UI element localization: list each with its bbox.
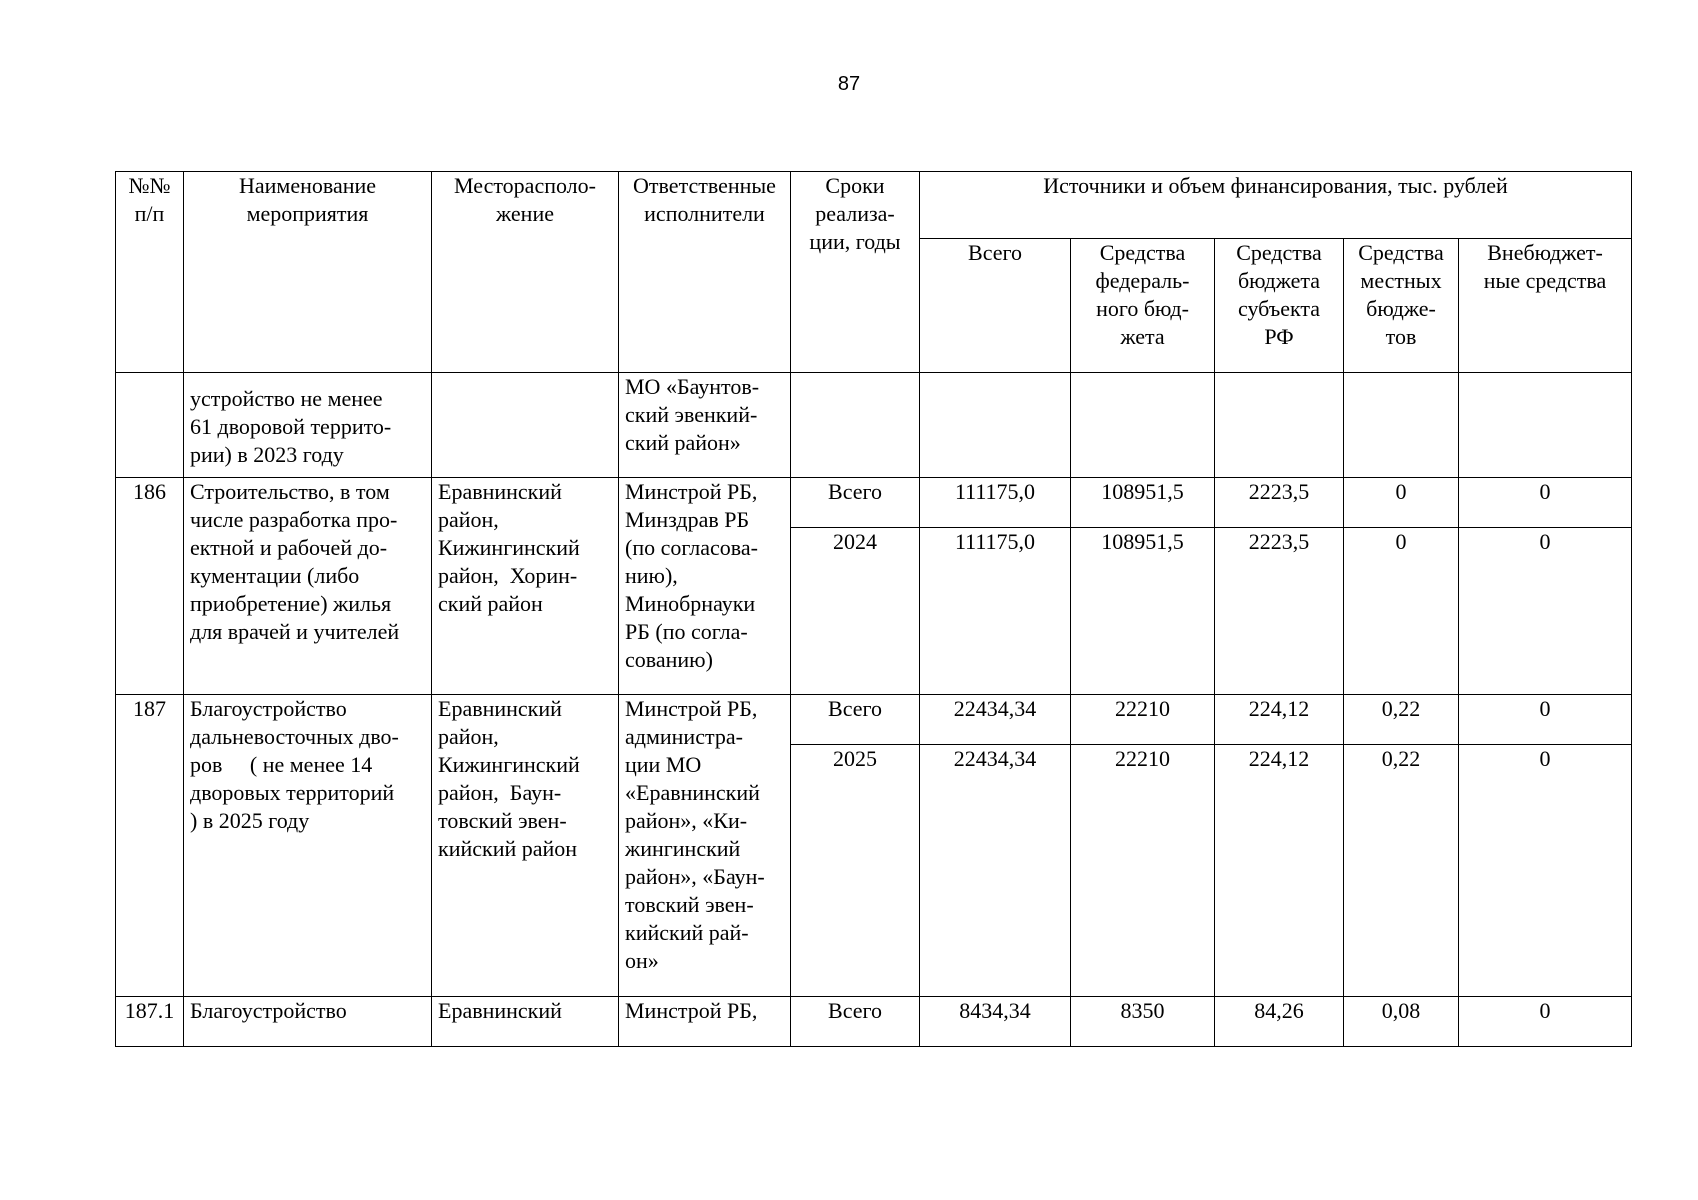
header-terms: Сроки реализа- ции, годы <box>791 172 920 373</box>
row-extra <box>1459 373 1632 478</box>
row-local: 0,08 <box>1344 997 1459 1047</box>
row-total: 22434,34 <box>920 745 1071 997</box>
row-location <box>432 373 619 478</box>
row-name: Благоустройство дальневосточных дво- ров ( не менее 14 дворовых территорий ) в 2025 году <box>184 695 432 997</box>
header-federal: Средства федераль- ного бюд- жета <box>1071 239 1215 373</box>
row-federal <box>1071 373 1215 478</box>
row-total: 111175,0 <box>920 478 1071 528</box>
row-responsible: Минстрой РБ, Минздрав РБ (по согласова- нию), Минобрнауки РБ (по согла- сованию) <box>619 478 791 695</box>
row-name: Строительство, в том числе разработка про- ектной и рабочей до- кументации (либо приобретение) жилья для врачей и учителей <box>184 478 432 695</box>
row-total: 8434,34 <box>920 997 1071 1047</box>
table-header <box>116 172 1632 373</box>
row-num: 187 <box>116 695 184 997</box>
row-responsible: МО «Баунтов- ский эвенкий- ский район» <box>619 373 791 478</box>
row-regional <box>1215 373 1344 478</box>
header-total: Всего <box>920 239 1071 373</box>
row-regional: 2223,5 <box>1215 528 1344 695</box>
row-num: 186 <box>116 478 184 695</box>
table-row <box>116 695 1632 745</box>
row-total: 22434,34 <box>920 695 1071 745</box>
row-extra: 0 <box>1459 478 1632 528</box>
row-federal: 22210 <box>1071 695 1215 745</box>
row-location: Еравнинский район, Кижингинский район, Баун- товский эвен- кийский район <box>432 695 619 997</box>
row-extra: 0 <box>1459 745 1632 997</box>
row-name: устройство не менее 61 дворовой террито- рии) в 2023 году <box>184 373 432 478</box>
table-body <box>116 373 1632 1047</box>
header-regional: Средства бюджета субъекта РФ <box>1215 239 1344 373</box>
row-federal: 108951,5 <box>1071 528 1215 695</box>
row-total: 111175,0 <box>920 528 1071 695</box>
row-local: 0,22 <box>1344 745 1459 997</box>
header-funding-group: Источники и объем финансирования, тыс. рублей <box>920 172 1632 239</box>
header-location: Месторасполо- жение <box>432 172 619 373</box>
header-responsible: Ответственные исполнители <box>619 172 791 373</box>
row-num: 187.1 <box>116 997 184 1047</box>
row-term: Всего <box>791 695 920 745</box>
row-term: Всего <box>791 997 920 1047</box>
row-name: Благоустройство <box>184 997 432 1047</box>
row-responsible: Минстрой РБ, <box>619 997 791 1047</box>
row-term: 2024 <box>791 528 920 695</box>
row-local: 0 <box>1344 478 1459 528</box>
row-location: Еравнинский <box>432 997 619 1047</box>
row-federal: 108951,5 <box>1071 478 1215 528</box>
row-extra: 0 <box>1459 695 1632 745</box>
row-local: 0 <box>1344 528 1459 695</box>
row-local <box>1344 373 1459 478</box>
row-regional: 224,12 <box>1215 745 1344 997</box>
row-responsible: Минстрой РБ, администра- ции МО «Еравнинский район», «Ки- жингинский район», «Баун- товский эвен- кийский рай- он» <box>619 695 791 997</box>
row-term: 2025 <box>791 745 920 997</box>
header-num: №№ п/п <box>116 172 184 373</box>
row-location: Еравнинский район, Кижингинский район, Хорин- ский район <box>432 478 619 695</box>
row-federal: 8350 <box>1071 997 1215 1047</box>
row-regional: 2223,5 <box>1215 478 1344 528</box>
row-total <box>920 373 1071 478</box>
table-row <box>116 997 1632 1047</box>
row-term <box>791 373 920 478</box>
financing-table <box>115 171 1632 1047</box>
row-term: Всего <box>791 478 920 528</box>
row-local: 0,22 <box>1344 695 1459 745</box>
header-local: Средства местных бюдже- тов <box>1344 239 1459 373</box>
page-number: 87 <box>837 73 861 95</box>
header-name: Наименование мероприятия <box>184 172 432 373</box>
row-extra: 0 <box>1459 528 1632 695</box>
row-regional: 224,12 <box>1215 695 1344 745</box>
row-regional: 84,26 <box>1215 997 1344 1047</box>
row-extra: 0 <box>1459 997 1632 1047</box>
row-num <box>116 373 184 478</box>
header-extra: Внебюджет- ные средства <box>1459 239 1632 373</box>
table-row <box>116 373 1632 478</box>
table-row <box>116 478 1632 528</box>
row-federal: 22210 <box>1071 745 1215 997</box>
